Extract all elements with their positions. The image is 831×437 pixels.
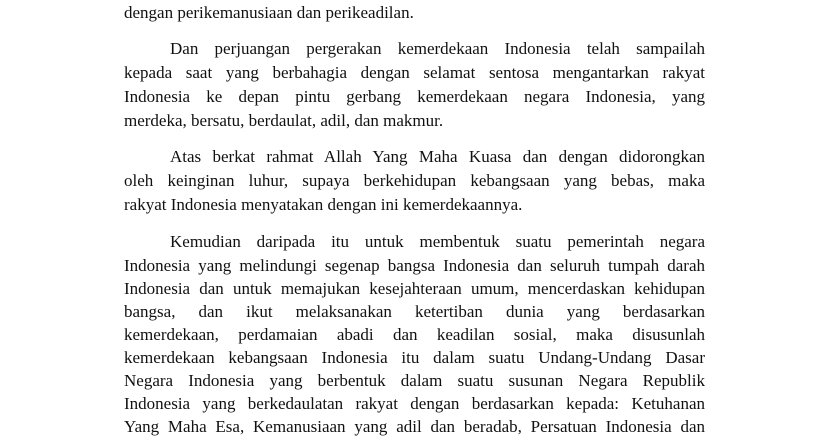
- text-line: bangsa, dan ikut melaksanakan ketertiban dunia yang berdasarkan: [124, 302, 705, 321]
- text-line: rakyat Indonesia menyatakan dengan ini kemerdekaannya.: [124, 195, 523, 214]
- text-line: Indonesia yang berkedaulatan rakyat dengan berdasarkan kepada: Ketuhanan: [124, 394, 705, 413]
- text-line: Dan perjuangan pergerakan kemerdekaan Indonesia telah sampailah: [170, 39, 705, 58]
- text-line: kemerdekaan, perdamaian abadi dan keadilan sosial, maka disusunlah: [124, 325, 705, 344]
- text-line: kepada saat yang berbahagia dengan selamat sentosa mengantarkan rakyat: [124, 63, 705, 82]
- text-line: Kemudian daripada itu untuk membentuk suatu pemerintah negara: [170, 232, 705, 251]
- text-line: merdeka, bersatu, berdaulat, adil, dan makmur.: [124, 111, 444, 130]
- text-line: Yang Maha Esa, Kemanusiaan yang adil dan beradab, Persatuan Indonesia dan: [124, 417, 705, 436]
- text-line: dengan perikemanusiaan dan perikeadilan.: [124, 3, 414, 22]
- text-line: Indonesia dan untuk memajukan kesejahteraan umum, mencerdaskan kehidupan: [124, 279, 705, 298]
- text-line: Indonesia yang melindungi segenap bangsa Indonesia dan seluruh tumpah darah: [124, 256, 705, 275]
- text-line: Negara Indonesia yang berbentuk dalam suatu susunan Negara Republik: [124, 371, 705, 390]
- text-line: kemerdekaan kebangsaan Indonesia itu dalam suatu Undang-Undang Dasar: [124, 348, 705, 367]
- text-line: Indonesia ke depan pintu gerbang kemerdekaan negara Indonesia, yang: [124, 87, 705, 106]
- text-line: Atas berkat rahmat Allah Yang Maha Kuasa dan dengan didorongkan: [170, 147, 705, 166]
- text-line: oleh keinginan luhur, supaya berkehidupan kebangsaan yang bebas, maka: [124, 171, 705, 190]
